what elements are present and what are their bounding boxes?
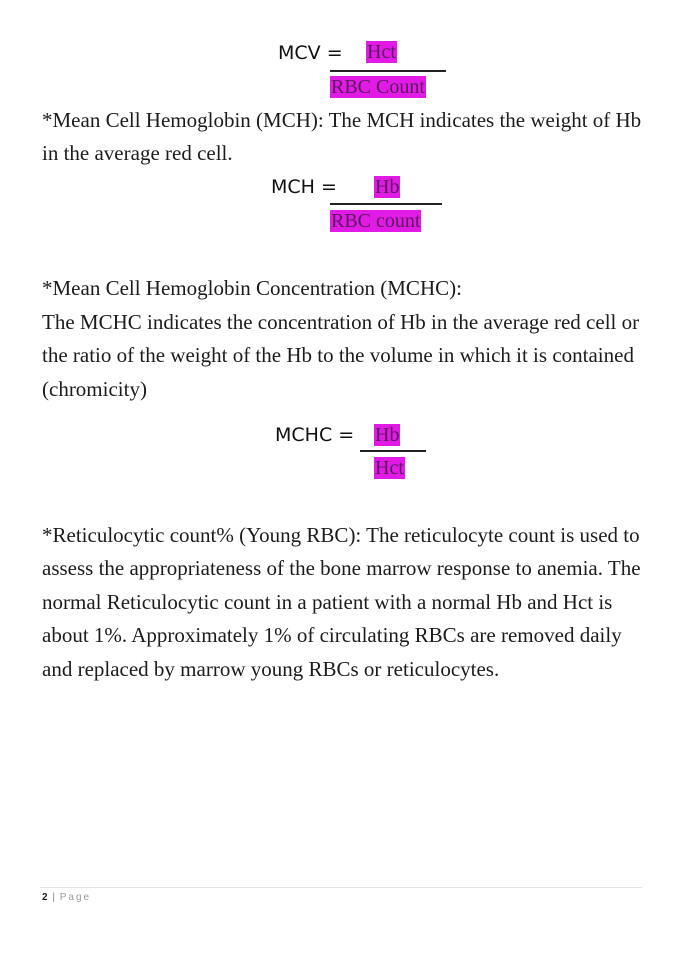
mcv-label: MCV = bbox=[278, 42, 343, 64]
mchc-fraction-line bbox=[360, 450, 426, 452]
page-number: 2 bbox=[42, 892, 48, 903]
mchc-description: The MCHC indicates the concentration of Hb in the average red cell or the ratio of the weight of the Hb to the volume in which it is contained (chromicity) bbox=[42, 310, 640, 401]
mch-fraction-line bbox=[330, 203, 442, 205]
mch-description: *Mean Cell Hemoglobin (MCH): The MCH indicates the weight of Hb in the average red cell. bbox=[42, 108, 642, 166]
page-footer bbox=[42, 892, 91, 903]
mcv-numerator: Hct bbox=[367, 41, 396, 63]
mchc-denominator: Hct bbox=[375, 457, 404, 479]
footer-separator: | bbox=[52, 892, 55, 903]
mch-numerator: Hb bbox=[375, 176, 400, 198]
footer-divider bbox=[40, 887, 642, 888]
mcv-denominator: RBC Count bbox=[331, 76, 425, 98]
mch-denominator: RBC count bbox=[331, 210, 421, 232]
mchc-label: MCHC = bbox=[275, 424, 355, 446]
reticulocyte-description: *Reticulocytic count% (Young RBC): The reticulocyte count is used to assess the appropriateness of the bone marrow response to anemia. The normal Reticulocytic count in a patient with a normal Hb and Hct is about 1%. Approximately 1% of circulating RBCs are removed daily and replaced by marrow young RBCs or reticulocytes. bbox=[42, 523, 641, 681]
mchc-numerator: Hb bbox=[375, 424, 400, 446]
page-word: Page bbox=[59, 892, 92, 903]
mcv-fraction-line bbox=[330, 70, 446, 72]
mchc-heading: *Mean Cell Hemoglobin Concentration (MCHC): bbox=[42, 276, 462, 300]
mch-label: MCH = bbox=[271, 176, 337, 198]
